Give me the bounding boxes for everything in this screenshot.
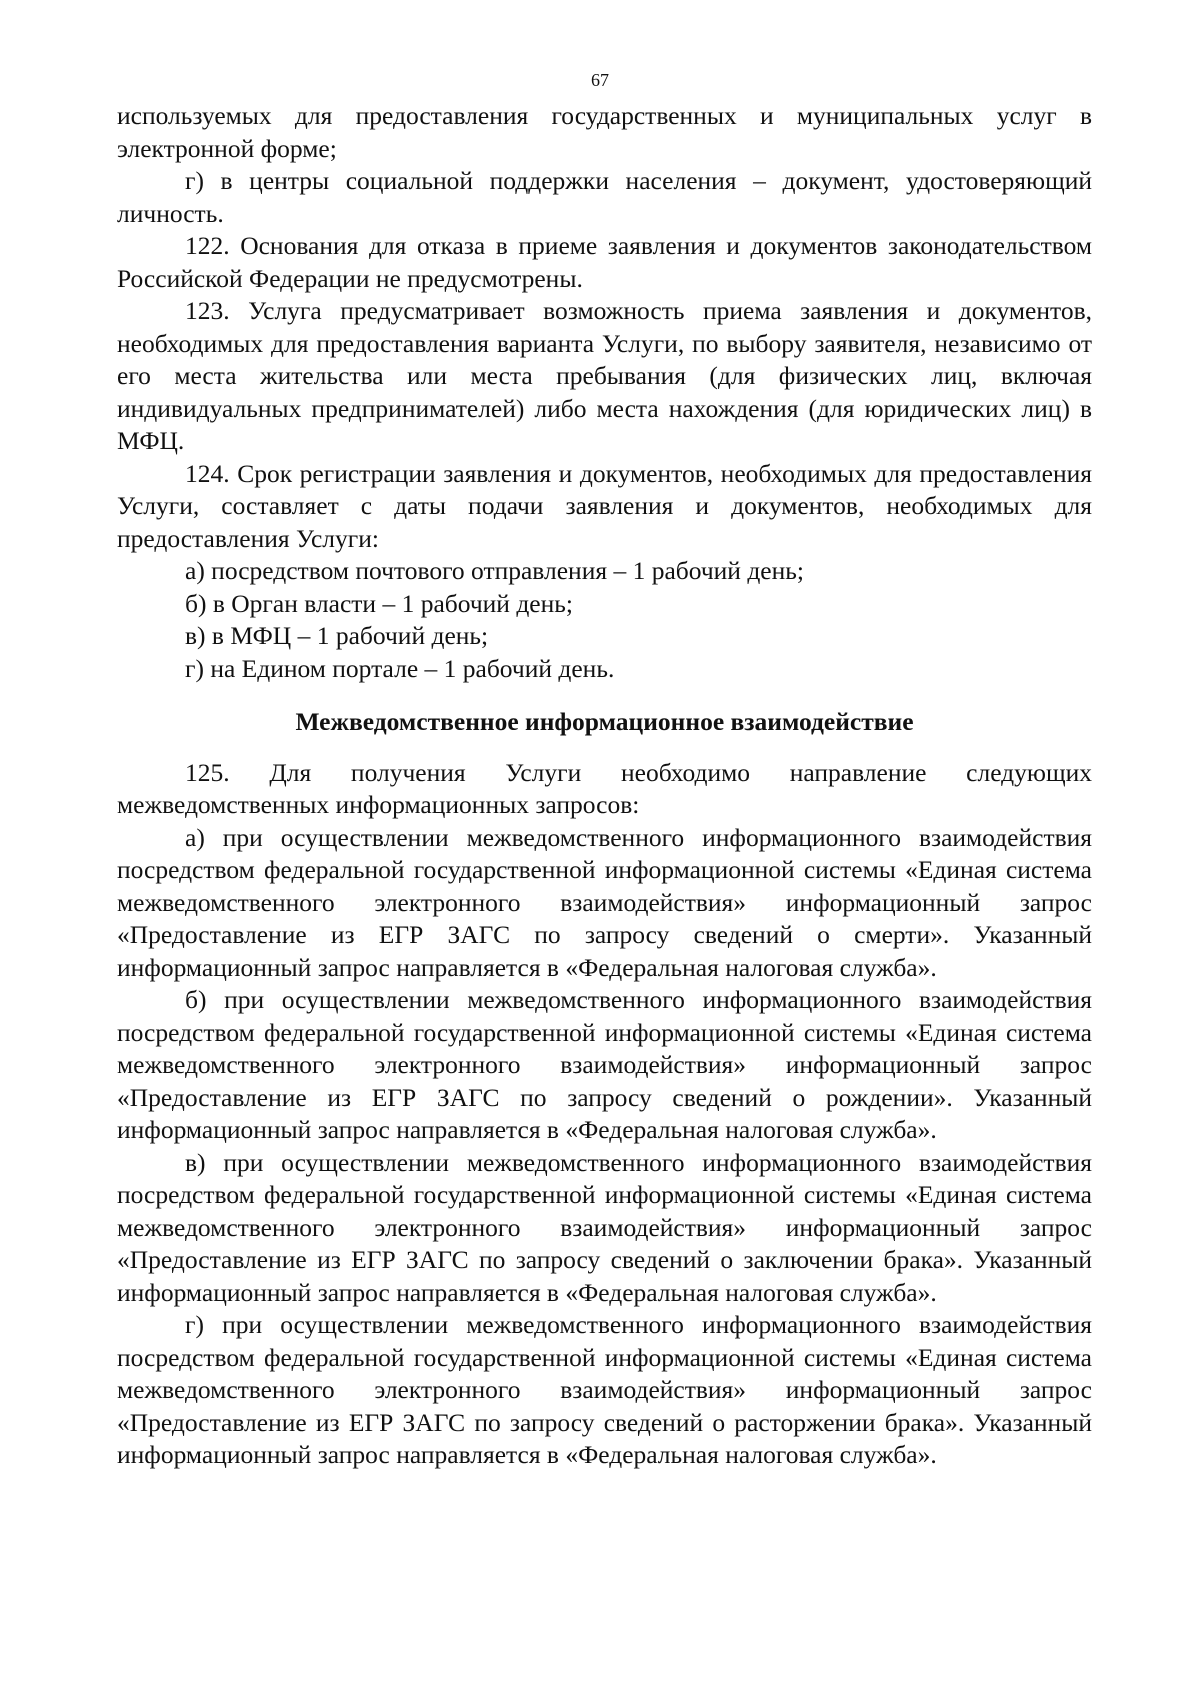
clause-125-item-v: в) при осуществлении межведомственного информационного взаимодействия посредством федеральной государственной информационной системы «Единая система межведомственного электронного взаимодействия» информационный запрос «Предоставление из ЕГР ЗАГС по запросу сведений о заключении брака». Указанный информационный запрос направляется в «Федеральная налоговая служба». — [117, 1147, 1092, 1307]
clause-124-item-a: а) посредством почтового отправления – 1 рабочий день; — [185, 556, 804, 585]
clause-124: 124. Срок регистрации заявления и документов, необходимых для предоставления Услуги, составляет с даты подачи заявления и документов, необходимых для предоставления Услуги: — [117, 458, 1092, 553]
list-item-g-social-centers: г) в центры социальной поддержки населения – документ, удостоверяющий личность. — [117, 166, 1092, 228]
clause-125-item-a: а) при осуществлении межведомственного информационного взаимодействия посредством федеральной государственной информационной системы «Единая система межведомственного электронного взаимодействия» информационный запрос «Предоставление из ЕГР ЗАГС по запросу сведений о смерти». Указанный информационный запрос направляется в «Федеральная налоговая служба». — [117, 822, 1092, 982]
paragraph-continuation: используемых для предоставления государственных и муниципальных услуг в электронной форме; — [117, 101, 1092, 163]
clause-125: 125. Для получения Услуги необходимо направление следующих межведомственных информационных запросов: — [117, 757, 1092, 819]
section-heading: Межведомственное информационное взаимодействие — [295, 707, 914, 736]
clause-124-item-v: в) в МФЦ – 1 рабочий день; — [185, 621, 489, 650]
clause-125-item-g: г) при осуществлении межведомственного информационного взаимодействия посредством федеральной государственной информационной системы «Единая система межведомственного электронного взаимодействия» информационный запрос «Предоставление из ЕГР ЗАГС по запросу сведений о расторжении брака». Указанный информационный запрос направляется в «Федеральная налоговая служба». — [117, 1310, 1092, 1469]
clause-122: 122. Основания для отказа в приеме заявления и документов законодательством Российской Федерации не предусмотрены. — [117, 231, 1092, 293]
page-number: 67 — [591, 70, 609, 90]
clause-124-item-g: г) на Едином портале – 1 рабочий день. — [185, 653, 615, 683]
clause-123: 123. Услуга предусматривает возможность приема заявления и документов, необходимых для предоставления варианта Услуги, по выбору заявителя, независимо от его места жительства или места пребывания (для физических лиц, включая индивидуальных предпринимателей) либо места нахождения (для юридических лиц) в МФЦ. — [117, 296, 1092, 455]
page-content — [117, 100, 1092, 1472]
clause-124-item-b: б) в Орган власти – 1 рабочий день; — [185, 588, 573, 618]
clause-125-item-b: б) при осуществлении межведомственного информационного взаимодействия посредством федеральной государственной информационной системы «Единая система межведомственного электронного взаимодействия» информационный запрос «Предоставление из ЕГР ЗАГС по запросу сведений о рождении». Указанный информационный запрос направляется в «Федеральная налоговая служба». — [117, 985, 1092, 1144]
